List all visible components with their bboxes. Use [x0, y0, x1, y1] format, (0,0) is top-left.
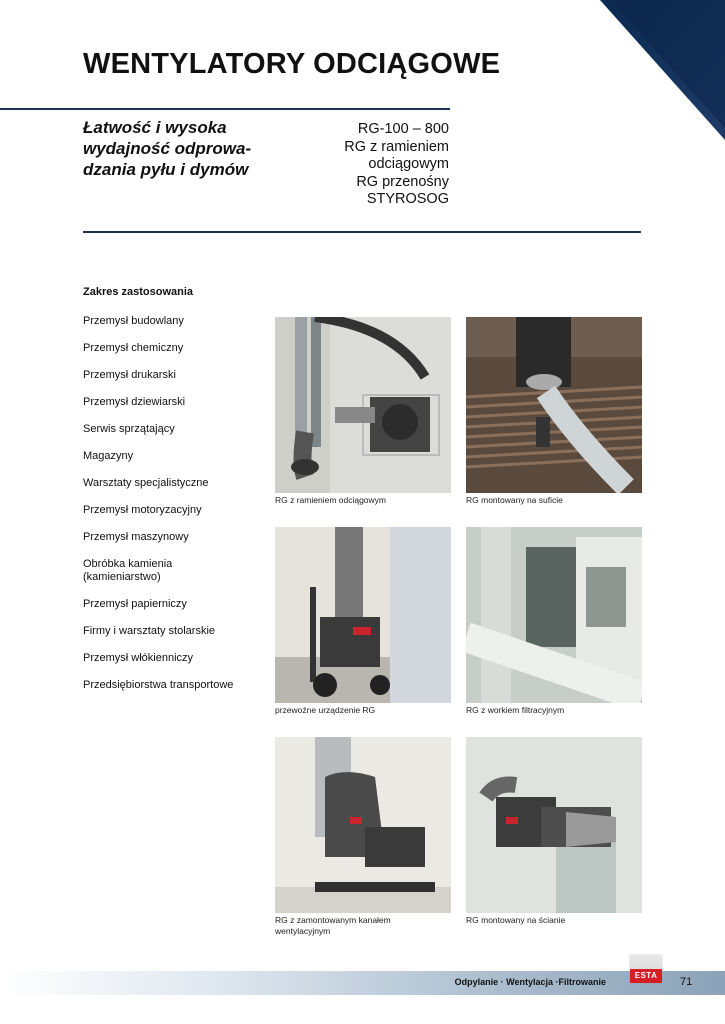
- application-item: Przemysł drukarski: [83, 369, 176, 381]
- footer-bar: [0, 971, 725, 995]
- lead-text: [83, 117, 283, 180]
- product-line: RG przenośny: [356, 173, 449, 190]
- lead-line: wydajność odprowa-: [83, 139, 252, 158]
- corner-decoration: [600, 0, 725, 140]
- photo-rg-wall: [466, 737, 642, 913]
- application-item: Przemysł maszynowy: [83, 531, 189, 543]
- footer-section-text: Odpylanie · Wentylacja ·Filtrowanie: [454, 977, 606, 987]
- lead-line: Łatwość i wysoka: [83, 118, 227, 137]
- photo-caption: RG montowany na ścianie: [466, 915, 566, 925]
- photo-caption: RG z zamontowanym kanałem wentylacyjnym: [275, 915, 391, 936]
- application-item: Przemysł włókienniczy: [83, 652, 194, 664]
- application-item: Przemysł papierniczy: [83, 598, 187, 610]
- photo-caption: RG montowany na suficie: [466, 495, 563, 505]
- header-rule-bottom: [83, 231, 641, 233]
- application-item: Serwis sprzątający: [83, 423, 175, 435]
- photo-rg-mobile: [275, 527, 451, 703]
- applications-title: Zakres zastosowania: [83, 286, 194, 298]
- application-item: Firmy i warsztaty stolarskie: [83, 625, 216, 637]
- lead-line: dzania pyłu i dymów: [83, 160, 249, 179]
- header-rule-top: [0, 108, 450, 110]
- photo-rg-filter-bag: [466, 527, 642, 703]
- logo-text: ESTA: [630, 969, 662, 983]
- application-item: Warsztaty specjalistyczne: [83, 477, 209, 489]
- application-item: Przemysł dziewiarski: [83, 396, 186, 408]
- applications-list: [83, 315, 263, 706]
- product-line: RG z ramieniem: [344, 138, 449, 155]
- photo-rg-duct: [275, 737, 451, 913]
- esta-logo: [630, 955, 662, 983]
- product-line: RG-100 – 800: [357, 121, 449, 137]
- photo-caption: RG z ramieniem odciągowym: [275, 495, 387, 505]
- application-item: Obróbka kamienia (kamieniarstwo): [83, 558, 173, 583]
- photo-caption: RG z workiem filtracyjnym: [466, 705, 565, 715]
- page-title: WENTYLATORY ODCIĄGOWE: [83, 48, 501, 80]
- photo-caption: przewoźne urządzenie RG: [275, 705, 376, 715]
- application-item: Przemysł chemiczny: [83, 342, 184, 354]
- application-item: Przemysł budowlany: [83, 315, 184, 327]
- application-item: Przedsiębiorstwa transportowe: [83, 679, 234, 691]
- photo-rg-ceiling: [466, 317, 642, 493]
- product-line: STYROSOG: [366, 191, 449, 207]
- product-list: [344, 121, 449, 209]
- application-item: Przemysł motoryzacyjny: [83, 504, 202, 516]
- application-item: Magazyny: [83, 450, 134, 462]
- product-line: odciągowym: [368, 156, 449, 172]
- photo-rg-arm: [275, 317, 451, 493]
- page-number: 71: [680, 976, 693, 988]
